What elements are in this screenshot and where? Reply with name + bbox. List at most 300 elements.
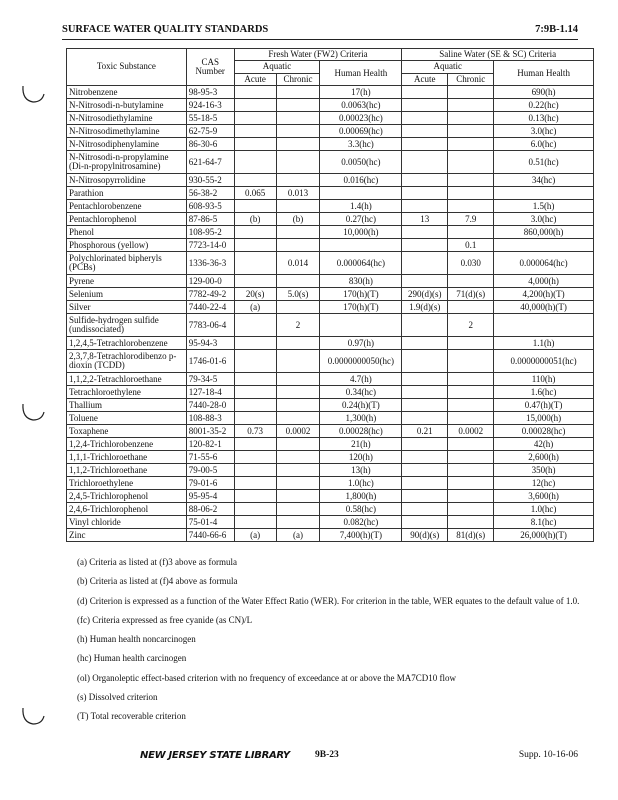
footnote: (fc) Criteria expressed as free cyanide (as CN)/L [77,614,253,625]
cell-fresh-chronic: 0.013 [276,187,320,200]
cell-fresh-human-health: 0.00069(hc) [320,125,402,138]
cell-cas: 7440-22-4 [186,301,234,314]
table-row [67,86,594,99]
cell-saline-chronic [448,464,494,477]
cell-fresh-acute [234,99,276,112]
saline-aquatic-header: Aquatic [402,61,494,73]
cell-saline-chronic: 7.9 [448,213,494,226]
cell-cas: 108-95-2 [186,226,234,239]
cell-fresh-human-health: 0.0000000050(hc) [320,350,402,373]
cell-substance: Pentachlorophenol [67,213,187,226]
cell-saline-chronic: 71(d)(s) [448,288,494,301]
table-row [67,451,594,464]
cell-saline-chronic [448,516,494,529]
cell-cas: 1336-36-3 [186,252,234,275]
table-row [67,350,594,373]
cell-saline-human-health: 1.5(h) [494,200,594,213]
cell-fresh-acute [234,86,276,99]
cell-saline-acute [402,200,448,213]
cell-fresh-human-health: 0.00028(hc) [320,425,402,438]
cell-fresh-acute [234,386,276,399]
cell-cas: 75-01-4 [186,516,234,529]
table-row [67,252,594,275]
cell-saline-human-health: 1.1(h) [494,337,594,350]
fresh-acute-header: Acute [234,73,276,85]
cell-substance: 1,1,2,2-Tetrachloroethane [67,373,187,386]
table-row [67,386,594,399]
cell-saline-chronic [448,399,494,412]
punch-hole-icon [20,80,46,106]
cell-cas: 8001-35-2 [186,425,234,438]
cell-fresh-chronic [276,86,320,99]
cell-substance: Sulfide-hydrogen sulfide (undissociated) [67,314,187,337]
header-section: 7:9B-1.14 [535,24,578,35]
cell-saline-acute [402,314,448,337]
cell-saline-human-health: 34(hc) [494,174,594,187]
cell-saline-acute [402,503,448,516]
cell-saline-human-health: 110(h) [494,373,594,386]
cell-saline-human-health: 26,000(h)(T) [494,529,594,542]
cell-saline-human-health: 0.51(hc) [494,151,594,174]
cell-saline-acute [402,252,448,275]
cell-fresh-human-health: 1.0(hc) [320,477,402,490]
cell-substance: Tetrachloroethylene [67,386,187,399]
cell-saline-acute [402,490,448,503]
cell-fresh-chronic [276,399,320,412]
cell-fresh-acute [234,174,276,187]
cell-cas: 62-75-9 [186,125,234,138]
cell-cas: 86-30-6 [186,138,234,151]
cell-saline-acute [402,138,448,151]
cell-substance: Selenium [67,288,187,301]
cell-substance: Pentachlorobenzene [67,200,187,213]
cell-saline-acute [402,337,448,350]
cell-saline-chronic [448,226,494,239]
cell-fresh-acute [234,516,276,529]
cell-saline-chronic [448,174,494,187]
cell-fresh-chronic [276,337,320,350]
cell-fresh-human-health: 0.34(hc) [320,386,402,399]
cell-saline-chronic [448,412,494,425]
cell-substance: Toluene [67,412,187,425]
cell-fresh-acute [234,350,276,373]
cell-substance: 1,1,2-Trichloroethane [67,464,187,477]
cell-fresh-acute: 0.065 [234,187,276,200]
cell-saline-chronic [448,99,494,112]
table-row [67,490,594,503]
cell-saline-human-health: 860,000(h) [494,226,594,239]
table-row [67,174,594,187]
cell-saline-human-health: 1.0(hc) [494,503,594,516]
cell-fresh-chronic [276,112,320,125]
cell-fresh-chronic [276,503,320,516]
cell-saline-chronic [448,86,494,99]
cell-fresh-acute [234,451,276,464]
cell-cas: 71-55-6 [186,451,234,464]
cell-fresh-human-health: 170(h)(T) [320,288,402,301]
cell-saline-human-health: 0.47(h)(T) [494,399,594,412]
cell-saline-chronic [448,138,494,151]
cell-substance: Zinc [67,529,187,542]
cell-saline-chronic: 0.030 [448,252,494,275]
fresh-human-health-header: Human Health [320,61,402,86]
cell-saline-human-health: 350(h) [494,464,594,477]
cell-fresh-human-health: 120(h) [320,451,402,464]
cell-saline-chronic [448,350,494,373]
cell-saline-acute [402,373,448,386]
cell-fresh-human-health: 830(h) [320,275,402,288]
cell-saline-chronic [448,301,494,314]
cell-saline-chronic [448,151,494,174]
footnote: (d) Criterion is expressed as a function of the Water Effect Ratio (WER). For criterion in the table, WER equates to the default value of 1.0. [77,595,580,606]
cell-saline-chronic [448,275,494,288]
cell-saline-human-health: 6.0(hc) [494,138,594,151]
cell-cas: 7782-49-2 [186,288,234,301]
cell-substance: 1,1,1-Trichloroethane [67,451,187,464]
cell-fresh-acute: 0.73 [234,425,276,438]
table-row [67,213,594,226]
cell-fresh-acute: 20(s) [234,288,276,301]
cell-substance: 1,2,4-Trichlorobenzene [67,438,187,451]
cell-substance: N-Nitrosodiphenylamine [67,138,187,151]
table-row [67,138,594,151]
cell-saline-acute [402,151,448,174]
cell-fresh-chronic: 0.014 [276,252,320,275]
cell-fresh-acute: (a) [234,529,276,542]
table-row [67,125,594,138]
cell-fresh-chronic [276,412,320,425]
saline-human-health-header: Human Health [494,61,594,86]
cell-fresh-human-health [320,239,402,252]
table-row [67,516,594,529]
cell-fresh-human-health: 0.0063(hc) [320,99,402,112]
cell-fresh-acute [234,314,276,337]
cell-saline-acute [402,112,448,125]
cell-cas: 55-18-5 [186,112,234,125]
cell-fresh-human-health: 13(h) [320,464,402,477]
cell-fresh-acute: (a) [234,301,276,314]
col-toxic-substance: Toxic Substance [67,49,187,86]
table-row [67,464,594,477]
table-row [67,200,594,213]
cell-cas: 79-01-6 [186,477,234,490]
cell-cas: 120-82-1 [186,438,234,451]
cell-fresh-human-health: 0.000064(hc) [320,252,402,275]
cell-fresh-chronic [276,451,320,464]
cell-fresh-chronic: 2 [276,314,320,337]
cell-fresh-chronic [276,226,320,239]
cell-cas: 127-18-4 [186,386,234,399]
cell-fresh-human-health: 1.4(h) [320,200,402,213]
cell-substance: Toxaphene [67,425,187,438]
cell-fresh-chronic: 0.0002 [276,425,320,438]
cell-saline-chronic: 0.0002 [448,425,494,438]
cell-fresh-acute [234,399,276,412]
punch-hole-icon [20,398,46,424]
cell-fresh-chronic: (b) [276,213,320,226]
cell-cas: 924-16-3 [186,99,234,112]
cell-cas: 79-34-5 [186,373,234,386]
cell-saline-human-health: 15,000(h) [494,412,594,425]
table-row [67,275,594,288]
cell-cas: 129-00-0 [186,275,234,288]
table-row [67,151,594,174]
cell-cas: 95-94-3 [186,337,234,350]
cell-substance: Trichloroethylene [67,477,187,490]
cell-saline-human-health: 0.00028(hc) [494,425,594,438]
cell-saline-acute [402,516,448,529]
table-row [67,477,594,490]
footnote: (a) Criteria as listed at (f)3 above as formula [77,557,237,567]
fresh-aquatic-header: Aquatic [234,61,320,73]
saline-acute-header: Acute [402,73,448,85]
table-row [67,373,594,386]
running-header [62,24,578,40]
table-row [67,337,594,350]
cell-fresh-chronic [276,373,320,386]
cell-fresh-chronic [276,477,320,490]
cell-cas: 7783-06-4 [186,314,234,337]
cell-saline-chronic [448,200,494,213]
cell-cas: 56-38-2 [186,187,234,200]
cell-fresh-human-health: 17(h) [320,86,402,99]
footnote: (T) Total recoverable criterion [77,711,186,721]
cell-saline-chronic [448,386,494,399]
table-row [67,314,594,337]
cell-fresh-chronic [276,125,320,138]
cell-saline-acute [402,99,448,112]
cell-saline-human-health: 4,200(h)(T) [494,288,594,301]
cell-fresh-chronic [276,174,320,187]
cell-substance: 2,4,6-Trichlorophenol [67,503,187,516]
cell-fresh-acute [234,125,276,138]
cell-saline-acute: 13 [402,213,448,226]
cell-fresh-human-health: 21(h) [320,438,402,451]
cell-saline-acute [402,86,448,99]
cell-fresh-human-health: 1,800(h) [320,490,402,503]
cell-saline-chronic [448,503,494,516]
cell-fresh-human-health: 0.016(hc) [320,174,402,187]
cell-cas: 7440-66-6 [186,529,234,542]
cell-saline-acute [402,174,448,187]
cell-cas: 87-86-5 [186,213,234,226]
cell-substance: N-Nitrosodi-n-propylamine (Di-n-propylnitrosamine) [67,151,187,174]
cell-saline-human-health: 40,000(h)(T) [494,301,594,314]
cell-fresh-chronic: (a) [276,529,320,542]
cell-cas: 95-95-4 [186,490,234,503]
cell-saline-human-health: 690(h) [494,86,594,99]
cell-saline-chronic: 2 [448,314,494,337]
cell-saline-chronic [448,112,494,125]
cell-cas: 621-64-7 [186,151,234,174]
table-row [67,412,594,425]
cell-saline-human-health: 1.6(hc) [494,386,594,399]
cell-fresh-human-health: 4.7(h) [320,373,402,386]
cell-saline-acute [402,464,448,477]
table-row [67,529,594,542]
cell-cas: 7440-28-0 [186,399,234,412]
cell-saline-acute [402,275,448,288]
page-number: 9B-23 [315,750,339,760]
cell-substance: N-Nitrosodi-n-butylamine [67,99,187,112]
group-fresh-water: Fresh Water (FW2) Criteria [234,49,402,61]
cell-saline-chronic [448,490,494,503]
criteria-table [66,48,594,542]
cell-fresh-acute [234,464,276,477]
cell-fresh-chronic [276,151,320,174]
cell-saline-human-health [494,187,594,200]
cell-substance: Thallium [67,399,187,412]
cell-saline-acute [402,226,448,239]
cell-saline-human-health: 2,600(h) [494,451,594,464]
table-row [67,187,594,200]
cell-saline-chronic [448,451,494,464]
cell-fresh-chronic [276,200,320,213]
cell-saline-acute [402,350,448,373]
cell-fresh-acute [234,477,276,490]
table-row [67,288,594,301]
cell-fresh-chronic [276,464,320,477]
cell-saline-human-health: 42(h) [494,438,594,451]
cell-saline-acute [402,412,448,425]
cell-cas: 79-00-5 [186,464,234,477]
cell-fresh-human-health [320,314,402,337]
cell-fresh-chronic [276,386,320,399]
cell-fresh-chronic [276,516,320,529]
cell-saline-human-health: 0.000064(hc) [494,252,594,275]
cell-fresh-acute [234,252,276,275]
cell-cas: 7723-14-0 [186,239,234,252]
footnotes [66,557,594,730]
cell-fresh-acute [234,239,276,252]
cell-substance: Phosphorous (yellow) [67,239,187,252]
cell-saline-acute [402,399,448,412]
library-stamp: NEW JERSEY STATE LIBRARY [140,750,290,761]
cell-saline-acute: 290(d)(s) [402,288,448,301]
cell-fresh-acute [234,438,276,451]
table-row [67,438,594,451]
cell-fresh-acute [234,412,276,425]
saline-chronic-header: Chronic [448,73,494,85]
cell-fresh-human-health: 1,300(h) [320,412,402,425]
cell-saline-chronic [448,373,494,386]
cell-cas: 88-06-2 [186,503,234,516]
cell-substance: 2,4,5-Trichlorophenol [67,490,187,503]
cell-fresh-acute [234,226,276,239]
cell-saline-acute [402,125,448,138]
cell-substance: Parathion [67,187,187,200]
cell-saline-human-health: 12(hc) [494,477,594,490]
cell-saline-human-health: 3.0(hc) [494,125,594,138]
cell-saline-acute [402,239,448,252]
cell-saline-chronic [448,477,494,490]
cell-fresh-chronic [276,239,320,252]
cell-fresh-acute [234,112,276,125]
cell-saline-human-health: 3,600(h) [494,490,594,503]
cell-fresh-chronic [276,301,320,314]
cell-fresh-acute [234,151,276,174]
cell-substance: 2,3,7,8-Tetrachlorodibenzo p-dioxin (TCDD) [67,350,187,373]
cell-fresh-acute [234,275,276,288]
cell-fresh-chronic [276,350,320,373]
cell-fresh-human-health: 10,000(h) [320,226,402,239]
cell-saline-human-health: 3.0(hc) [494,213,594,226]
footnote: (hc) Human health carcinogen [77,653,187,664]
cell-fresh-acute [234,138,276,151]
cell-substance: Nitrobenzene [67,86,187,99]
cell-fresh-human-health [320,187,402,200]
cell-cas: 608-93-5 [186,200,234,213]
cell-fresh-acute [234,490,276,503]
cell-fresh-chronic [276,438,320,451]
footnote: (b) Criteria as listed at (f)4 above as formula [77,576,238,587]
cell-saline-chronic: 0.1 [448,239,494,252]
cell-fresh-acute [234,337,276,350]
cell-fresh-acute: (b) [234,213,276,226]
cell-substance: 1,2,4,5-Tetrachlorobenzene [67,337,187,350]
cell-saline-human-health [494,314,594,337]
cell-saline-human-health: 0.22(hc) [494,99,594,112]
cell-cas: 930-55-2 [186,174,234,187]
cell-cas: 98-95-3 [186,86,234,99]
cell-saline-acute [402,451,448,464]
group-saline-water: Saline Water (SE & SC) Criteria [402,49,594,61]
cell-saline-human-health: 0.0000000051(hc) [494,350,594,373]
cell-fresh-chronic [276,490,320,503]
cell-saline-chronic [448,337,494,350]
cell-saline-acute: 0.21 [402,425,448,438]
cell-cas: 108-88-3 [186,412,234,425]
cell-cas: 1746-01-6 [186,350,234,373]
criteria-table-body [67,86,594,542]
cell-substance: Pyrene [67,275,187,288]
cell-substance: N-Nitrosodimethylamine [67,125,187,138]
supplement-date: Supp. 10-16-06 [518,750,578,760]
cell-fresh-acute [234,503,276,516]
cell-fresh-human-health: 7,400(h)(T) [320,529,402,542]
cell-saline-acute: 1.9(d)(s) [402,301,448,314]
footnote: (s) Dissolved criterion [77,691,158,702]
col-cas-number: CAS Number [186,49,234,86]
cell-fresh-human-health: 170(h)(T) [320,301,402,314]
header-title: SURFACE WATER QUALITY STANDARDS [62,24,269,35]
cell-fresh-human-health: 0.082(hc) [320,516,402,529]
table-row [67,226,594,239]
cell-substance: N-Nitrosopyrrolidine [67,174,187,187]
table-row [67,301,594,314]
cell-fresh-human-health: 0.97(h) [320,337,402,350]
cell-fresh-human-health: 0.58(hc) [320,503,402,516]
table-row [67,112,594,125]
cell-substance: Polychlorinated bipheryls (PCBs) [67,252,187,275]
cell-substance: Phenol [67,226,187,239]
cell-saline-chronic [448,187,494,200]
table-row [67,399,594,412]
cell-fresh-human-health: 0.27(hc) [320,213,402,226]
cell-substance: N-Nitrosodiethylamine [67,112,187,125]
cell-fresh-acute [234,200,276,213]
footnote: (h) Human health noncarcinogen [77,634,196,644]
cell-saline-human-health: 8.1(hc) [494,516,594,529]
cell-saline-acute [402,386,448,399]
table-row [67,425,594,438]
cell-saline-acute [402,187,448,200]
cell-saline-chronic: 81(d)(s) [448,529,494,542]
cell-saline-human-health: 4,000(h) [494,275,594,288]
cell-fresh-chronic: 5.0(s) [276,288,320,301]
fresh-chronic-header: Chronic [276,73,320,85]
cell-saline-human-health [494,239,594,252]
